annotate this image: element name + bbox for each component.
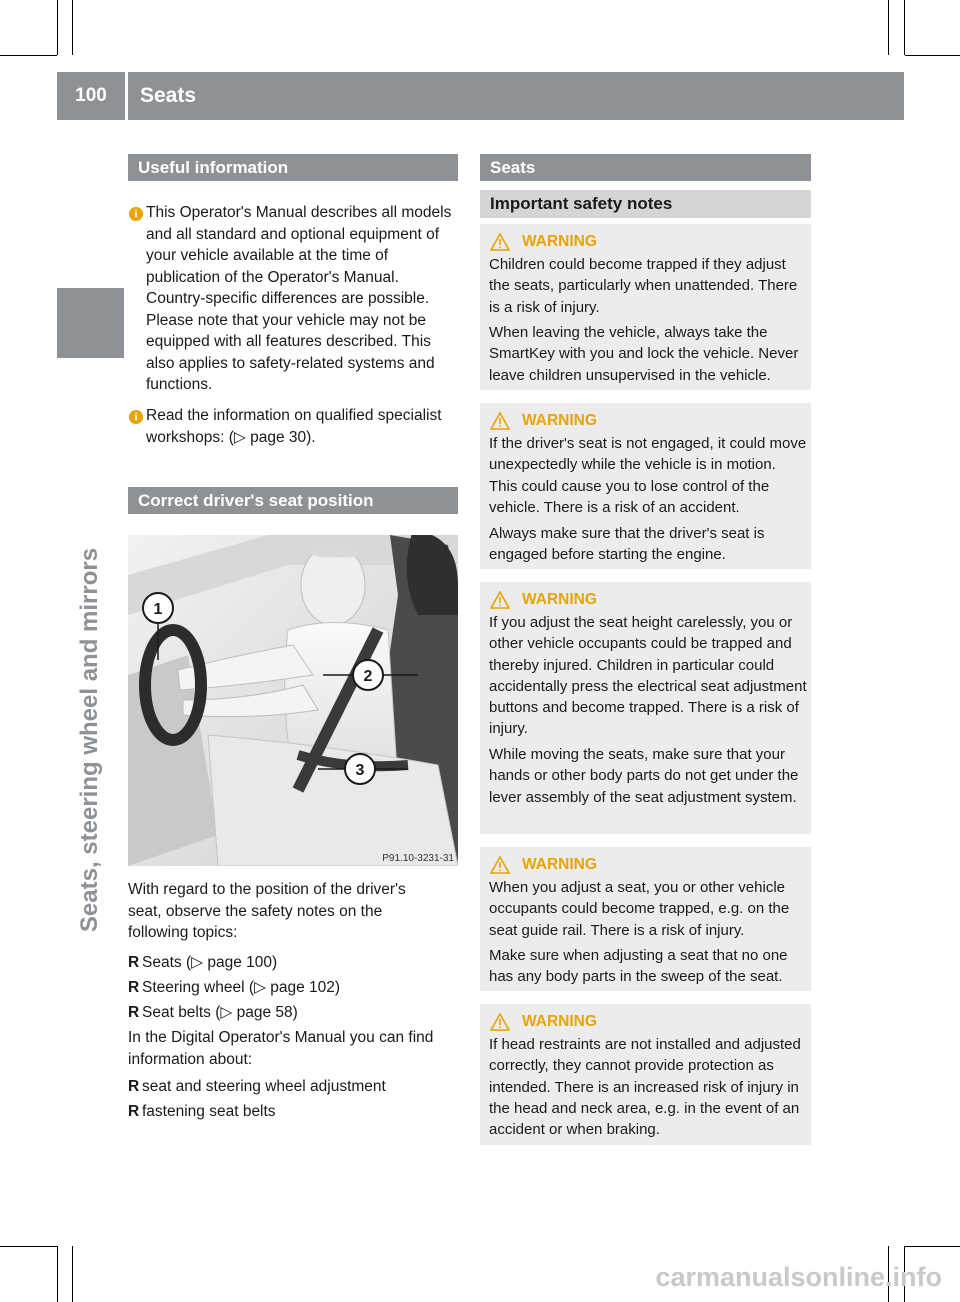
warning-box	[480, 1004, 811, 1145]
warning-triangle-icon	[490, 233, 510, 251]
page-title: Seats	[140, 84, 197, 107]
warning-text: When you adjust a seat, you or other vehicle occupants could become trapped, e.g. on the seat guide rail. There is a risk of injury.	[489, 879, 790, 939]
warning-text: If the driver's seat is not engaged, it could move unexpectedly while the vehicle is in motion. This could cause you to lose control of the vehicle. There is a risk of an accident.	[489, 435, 807, 516]
chapter-tab-label: Seats, steering wheel and mirrors	[76, 547, 103, 933]
warning-label: WARNING	[522, 591, 597, 608]
warning-label: WARNING	[522, 412, 597, 429]
crop-mark	[57, 1246, 58, 1302]
warning-label: WARNING	[522, 856, 597, 873]
warning-text: Always make sure that the driver's seat is engaged before starting the engine.	[489, 525, 765, 564]
warning-box	[480, 582, 811, 834]
digital-manual-intro: In the Digital Operator's Manual you can find information about:	[128, 1029, 434, 1068]
crop-mark	[888, 0, 889, 55]
driver-seat-illustration	[128, 535, 458, 866]
crop-mark	[72, 1246, 73, 1302]
callout-3: 3	[355, 762, 365, 779]
section-heading-seats	[480, 154, 811, 181]
page-number: 100	[75, 85, 107, 106]
list-item: R Steering wheel (▷ page 102)	[128, 979, 341, 996]
subsection-heading-safety-notes	[480, 190, 811, 218]
crop-mark	[72, 0, 73, 55]
info-note: Read the information on qualified specialist workshops: (▷ page 30).	[146, 407, 442, 446]
warning-text: Children could become trapped if they adjust the seats, particularly when unattended. There is a risk of injury.	[489, 256, 798, 316]
warning-label: WARNING	[522, 1013, 597, 1030]
footer-watermark: carmanualsonline.info	[655, 1262, 942, 1292]
warning-triangle-icon	[490, 1013, 510, 1031]
callout-2: 2	[363, 668, 373, 685]
section-heading-text: Seats	[490, 158, 536, 177]
warning-label: WARNING	[522, 233, 597, 250]
info-icon: i	[129, 410, 143, 424]
list-item: R seat and steering wheel adjustment	[128, 1078, 386, 1095]
section-heading-useful-information	[128, 154, 458, 181]
callout-1: 1	[153, 601, 163, 618]
crop-mark	[905, 55, 960, 56]
subsection-heading-text: Important safety notes	[490, 194, 673, 213]
crop-mark	[905, 1246, 960, 1247]
info-icon: i	[129, 207, 143, 221]
list-item: R Seat belts (▷ page 58)	[128, 1004, 298, 1021]
seat-position-intro: With regard to the position of the driver's seat, observe the safety notes on the following topics:	[128, 881, 406, 941]
warning-text: When leaving the vehicle, always take the SmartKey with you and lock the vehicle. Never leave children unsupervised in the vehicle.	[489, 324, 799, 384]
section-heading-seat-position	[128, 487, 458, 514]
chapter-tab-block	[57, 288, 124, 358]
warning-box	[480, 224, 811, 390]
crop-mark	[0, 1246, 57, 1247]
list-item: R Seats (▷ page 100)	[128, 954, 278, 971]
warning-triangle-icon	[490, 412, 510, 430]
info-note: This Operator's Manual describes all models and all standard and optional equipment of your vehicle available at the time of publication of the Operator's Manual. Country-specific differences are possible. Please note that your vehicle may not be equipped with all features described. This also applies to safety-related systems and functions.	[146, 204, 452, 393]
warning-text: If head restraints are not installed and adjusted correctly, they cannot provide protection as intended. There is an increased risk of injury in the head and neck area, e.g. in the event of an accident or when braking.	[489, 1036, 801, 1139]
crop-mark	[0, 55, 57, 56]
warning-box	[480, 847, 811, 991]
warning-text: If you adjust the seat height carelessly, you or other vehicle occupants could be trapped and thereby injured. Children in particular could accidentally press the electrical seat adjustment buttons and become trapped. There is a risk of injury.	[489, 614, 807, 738]
warning-triangle-icon	[490, 856, 510, 874]
warning-box	[480, 403, 811, 569]
warning-text: Make sure when adjusting a seat that no one has any body parts in the sweep of the seat.	[489, 947, 788, 986]
warning-triangle-icon	[490, 591, 510, 609]
figure-code: P91.10-3231-31	[382, 853, 454, 864]
crop-mark	[57, 0, 58, 55]
warning-text: While moving the seats, make sure that your hands or other body parts do not get under the lever assembly of the seat adjustment system.	[489, 746, 799, 806]
list-item: R fastening seat belts	[128, 1103, 276, 1120]
crop-mark	[904, 0, 905, 55]
seat-position-drawing	[128, 535, 458, 866]
section-heading-text: Correct driver's seat position	[138, 491, 374, 510]
section-heading-text: Useful information	[138, 158, 289, 177]
header-divider	[125, 72, 128, 120]
